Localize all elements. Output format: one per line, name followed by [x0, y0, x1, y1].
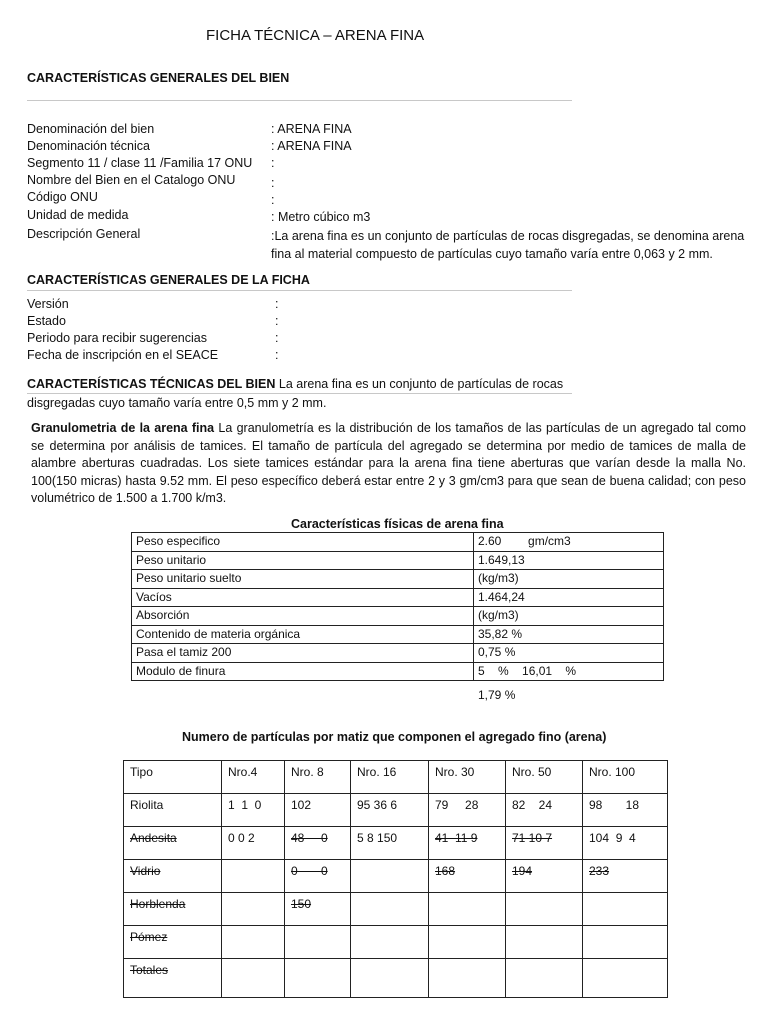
type-cell: Horblenda — [124, 893, 222, 926]
count-cell: 82 24 — [506, 794, 583, 827]
property-value: 2.60 gm/cm3 — [474, 533, 664, 552]
field-label: Nombre del Bien en el Catalogo ONU — [27, 173, 236, 187]
property-value: 5 % 16,01 % — [474, 662, 664, 681]
field-label: Segmento 11 / clase 11 /Familia 17 ONU — [27, 156, 253, 170]
count-cell: 1 1 0 — [222, 794, 285, 827]
field-value: : ARENA FINA — [271, 139, 352, 153]
type-cell: Totales — [124, 959, 222, 998]
paragraph-line — [31, 420, 746, 438]
count-cell — [222, 926, 285, 959]
table-row — [124, 926, 668, 959]
field-value: : Metro cúbico m3 — [271, 210, 371, 224]
paragraph-text: La granulometría es la distribución de los tamaños de las partículas de un agregado tal como — [214, 421, 746, 435]
field-value: : — [271, 156, 275, 170]
count-cell — [351, 893, 429, 926]
granulometria-heading: Granulometria de la arena fina — [31, 421, 215, 435]
paragraph-line: alambre aberturas cuadradas. Los siete tamices estándar para la arena fina tiene aberturas que varían desde la malla No. — [31, 456, 746, 470]
type-cell: Riolita — [124, 794, 222, 827]
type-cell: Andesita — [124, 827, 222, 860]
property-value: 1.649,13 — [474, 551, 664, 570]
table-row — [132, 662, 664, 681]
table2-caption: Numero de partículas por matiz que componen el agregado fino (arena) — [182, 730, 607, 744]
count-cell: 104 9 4 — [583, 827, 668, 860]
header-cell: Nro. 30 — [429, 761, 506, 794]
property-name: Peso unitario — [132, 551, 474, 570]
table-row — [124, 827, 668, 860]
property-name: Absorción — [132, 607, 474, 626]
count-cell — [583, 959, 668, 998]
count-cell: 98 18 — [583, 794, 668, 827]
field-value: : — [275, 331, 279, 345]
count-cell: 71 10 7 — [506, 827, 583, 860]
table-row — [124, 794, 668, 827]
count-cell — [222, 959, 285, 998]
count-cell — [429, 959, 506, 998]
paragraph-line: 100(150 micras) hasta 9.52 mm. El peso específico deberá estar entre 2 y 3 gm/cm3 para que sean de buena calidad; con peso — [31, 473, 746, 488]
count-cell — [506, 959, 583, 998]
count-cell — [351, 926, 429, 959]
count-cell — [429, 893, 506, 926]
header-cell: Tipo — [124, 761, 222, 794]
type-cell: Vidrio — [124, 860, 222, 893]
table-header-row — [124, 761, 668, 794]
section-tecnicas-line2: disgregadas cuyo tamaño varía entre 0,5 mm y 2 mm. — [27, 396, 327, 410]
count-cell — [222, 860, 285, 893]
field-label: Denominación del bien — [27, 122, 155, 136]
field-value: : — [271, 176, 275, 190]
section-divider — [27, 393, 572, 394]
count-cell: 150 — [285, 893, 351, 926]
count-cell — [285, 959, 351, 998]
field-label: Código ONU — [27, 190, 98, 204]
count-cell: 233 — [583, 860, 668, 893]
count-cell: 5 8 150 — [351, 827, 429, 860]
count-cell: 0 0 2 — [222, 827, 285, 860]
section-heading-bien: CARACTERÍSTICAS GENERALES DEL BIEN — [27, 71, 290, 85]
section-tecnicas — [27, 377, 563, 391]
field-label: Descripción General — [27, 227, 141, 241]
property-value: (kg/m3) — [474, 570, 664, 589]
table-row — [132, 644, 664, 663]
field-label: Denominación técnica — [27, 139, 150, 153]
field-label: Periodo para recibir sugerencias — [27, 331, 207, 345]
count-cell — [222, 893, 285, 926]
count-cell — [506, 926, 583, 959]
field-value: : — [275, 348, 279, 362]
field-value: : ARENA FINA — [271, 122, 352, 136]
count-cell — [583, 893, 668, 926]
table-row — [132, 625, 664, 644]
count-cell: 168 — [429, 860, 506, 893]
table-row — [124, 959, 668, 998]
count-cell: 79 28 — [429, 794, 506, 827]
property-name: Peso unitario suelto — [132, 570, 474, 589]
field-label: Estado — [27, 314, 66, 328]
count-cell — [351, 959, 429, 998]
property-name: Vacíos — [132, 588, 474, 607]
header-cell: Nro. 50 — [506, 761, 583, 794]
type-cell: Pómez — [124, 926, 222, 959]
section-divider — [27, 100, 572, 101]
count-cell — [506, 893, 583, 926]
count-cell — [351, 860, 429, 893]
count-cell: 194 — [506, 860, 583, 893]
property-name: Peso especifico — [132, 533, 474, 552]
table1-trailing-value: 1,79 % — [478, 688, 516, 702]
field-value: : — [275, 297, 279, 311]
table-row — [132, 607, 664, 626]
header-cell: Nro. 8 — [285, 761, 351, 794]
property-value: (kg/m3) — [474, 607, 664, 626]
table-row — [132, 570, 664, 589]
paragraph-line: se determina por análisis de tamices. El tamaño de partícula del agregado se determina por medio de tamices de malla de — [31, 438, 746, 453]
field-value: : — [271, 193, 275, 207]
count-cell: 102 — [285, 794, 351, 827]
table-row — [132, 551, 664, 570]
property-name: Contenido de materia orgánica — [132, 625, 474, 644]
header-cell: Nro. 100 — [583, 761, 668, 794]
section-tecnicas-text: La arena fina es un conjunto de partículas de rocas — [275, 377, 564, 391]
count-cell — [583, 926, 668, 959]
physical-properties-table — [131, 532, 664, 681]
count-cell: 95 36 6 — [351, 794, 429, 827]
table1-caption: Características físicas de arena fina — [291, 517, 504, 531]
section-heading-tecnicas: CARACTERÍSTICAS TÉCNICAS DEL BIEN — [27, 377, 276, 391]
description-continuation: fina al material compuesto de partículas cuyo tamaño varía entre 0,063 y 2 mm. — [271, 247, 713, 261]
header-cell: Nro. 16 — [351, 761, 429, 794]
count-cell — [429, 926, 506, 959]
property-value: 1.464,24 — [474, 588, 664, 607]
property-value: 35,82 % — [474, 625, 664, 644]
property-name: Pasa el tamiz 200 — [132, 644, 474, 663]
property-name: Modulo de finura — [132, 662, 474, 681]
particle-count-table — [123, 760, 668, 998]
paragraph-line: volumétrico de 1.500 a 1.700 k/m3. — [31, 491, 227, 505]
field-value: : — [275, 314, 279, 328]
table-row — [132, 533, 664, 552]
field-value: :La arena fina es un conjunto de partículas de rocas disgregadas, se denomina arena — [271, 229, 745, 243]
table-row — [124, 860, 668, 893]
section-heading-ficha: CARACTERÍSTICAS GENERALES DE LA FICHA — [27, 273, 310, 287]
count-cell: 0 0 — [285, 860, 351, 893]
count-cell: 41 11 9 — [429, 827, 506, 860]
property-value: 0,75 % — [474, 644, 664, 663]
field-label: Fecha de inscripción en el SEACE — [27, 348, 219, 362]
page-title: FICHA TÉCNICA – ARENA FINA — [206, 27, 425, 44]
section-divider — [27, 290, 572, 291]
granulometria-paragraph — [31, 420, 746, 508]
count-cell: 48 0 — [285, 827, 351, 860]
field-label: Versión — [27, 297, 69, 311]
table-row — [124, 893, 668, 926]
table-row — [132, 588, 664, 607]
count-cell — [285, 926, 351, 959]
field-label: Unidad de medida — [27, 208, 129, 222]
header-cell: Nro.4 — [222, 761, 285, 794]
